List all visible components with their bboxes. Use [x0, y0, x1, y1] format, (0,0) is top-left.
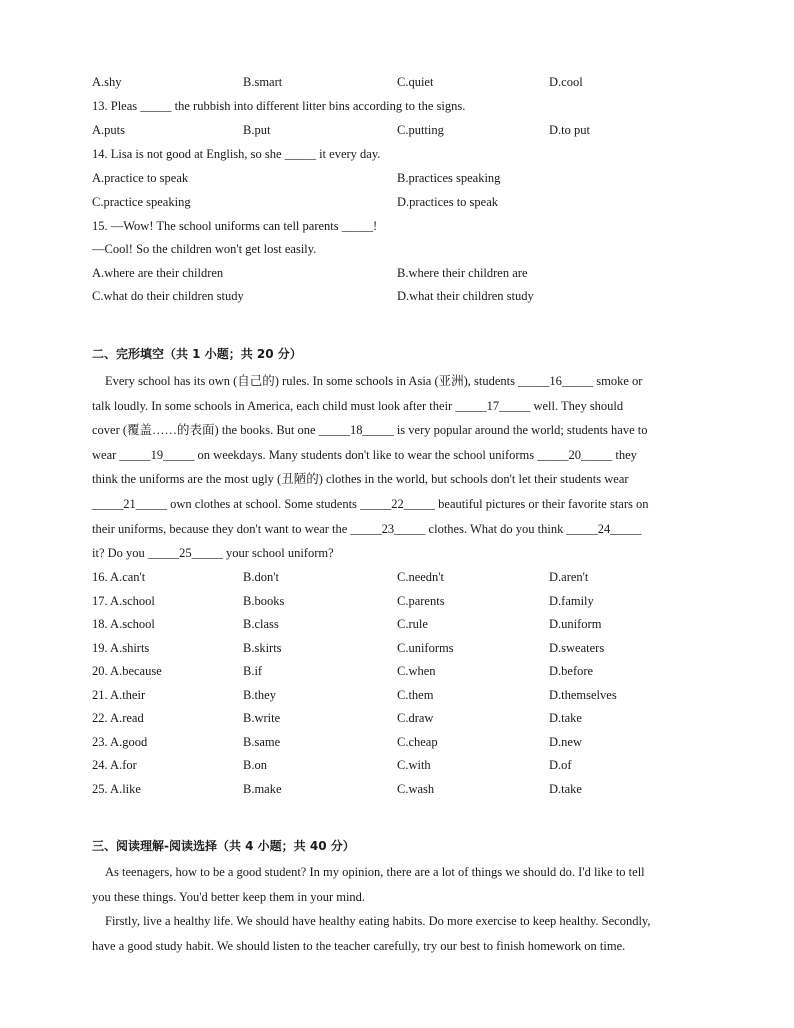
passage-line: talk loudly. In some schools in America, each child must look after their _____17_____ well. They should	[92, 398, 624, 413]
option: 17. A.school	[92, 594, 155, 608]
option: B.if	[243, 664, 263, 678]
passage-line: you these things. You'd better keep them in your mind.	[92, 889, 366, 904]
q13-stem: 13. Pleas _____ the rubbish into different litter bins according to the signs.	[92, 99, 466, 113]
option: D.aren't	[549, 570, 589, 584]
option: D.uniform	[549, 617, 602, 631]
option: A.shy	[92, 75, 122, 89]
option: C.needn't	[397, 570, 445, 584]
q12-options	[92, 74, 732, 90]
option: 16. A.can't	[92, 570, 146, 584]
option: B.they	[243, 688, 276, 702]
option: B.don't	[243, 570, 279, 584]
passage-line: wear _____19_____ on weekdays. Many students don't like to wear the school uniforms _____20_____ they	[92, 447, 637, 462]
q20-options	[92, 663, 732, 679]
q15-stem-reply: —Cool! So the children won't get lost easily.	[92, 242, 317, 256]
option: C.when	[397, 664, 436, 678]
q22-options	[92, 710, 732, 726]
option: D.themselves	[549, 688, 617, 702]
option: 23. A.good	[92, 735, 148, 749]
q23-options	[92, 734, 732, 750]
option: C.wash	[397, 782, 435, 796]
option: B.books	[243, 594, 285, 608]
option: D.cool	[549, 75, 583, 89]
option: D.what their children study	[397, 289, 534, 303]
option: B.practices speaking	[397, 171, 501, 185]
option: C.cheap	[397, 735, 438, 749]
option: D.take	[549, 711, 582, 725]
q17-options	[92, 593, 732, 609]
q15-options-row2	[92, 288, 732, 304]
q24-options	[92, 757, 732, 773]
option: D.sweaters	[549, 641, 605, 655]
option: C.what do their children study	[92, 289, 244, 303]
option: 25. A.like	[92, 782, 141, 796]
option: D.new	[549, 735, 582, 749]
option: C.with	[397, 758, 431, 772]
q14-options-row1	[92, 170, 732, 186]
option: B.class	[243, 617, 279, 631]
q25-options	[92, 781, 732, 797]
q21-options	[92, 687, 732, 703]
option: D.before	[549, 664, 594, 678]
option: 18. A.school	[92, 617, 155, 631]
passage-line: As teenagers, how to be a good student? In my opinion, there are a lot of things we should do. I'd like to tell	[105, 865, 645, 879]
option: A.where are their children	[92, 266, 224, 280]
passage-line: it? Do you _____25_____ your school uniform?	[92, 546, 334, 561]
option: C.draw	[397, 711, 434, 725]
option: C.rule	[397, 617, 428, 631]
option: B.smart	[243, 75, 283, 89]
passage-line: think the uniforms are the most ugly (丑陋的) clothes in the world, but schools don't let their students wear	[92, 472, 629, 487]
option: A.practice to speak	[92, 171, 189, 185]
option: B.write	[243, 711, 281, 725]
option: B.put	[243, 123, 271, 137]
option: C.uniforms	[397, 641, 454, 655]
option: 22. A.read	[92, 711, 144, 725]
passage-line: their uniforms, because they don't want to wear the _____23_____ clothes. What do you think _____24_____	[92, 521, 642, 536]
option: C.quiet	[397, 75, 434, 89]
option: C.parents	[397, 594, 445, 608]
option: D.take	[549, 782, 582, 796]
q13-options	[92, 122, 732, 138]
option: D.to put	[549, 123, 590, 137]
section-3-heading: 三、阅读理解-阅读选择（共 4 小题；共 40 分）	[92, 839, 355, 853]
q19-options	[92, 640, 732, 656]
q15-options-row1	[92, 265, 732, 281]
option: D.family	[549, 594, 594, 608]
passage-line: Every school has its own (自己的) rules. In some schools in Asia (亚洲), students _____16_____ smoke or	[105, 374, 643, 388]
option: C.practice speaking	[92, 195, 191, 209]
option: D.practices to speak	[397, 195, 499, 209]
option: C.putting	[397, 123, 444, 137]
option: B.same	[243, 735, 281, 749]
q15-stem: 15. —Wow! The school uniforms can tell parents _____!	[92, 219, 378, 233]
passage-line: cover (覆盖……的表面) the books. But one _____18_____ is very popular around the world; students have to	[92, 423, 648, 438]
passage-line: have a good study habit. We should listen to the teacher carefully, try our best to finish homework on time.	[92, 938, 626, 953]
option: B.on	[243, 758, 267, 772]
option: 24. A.for	[92, 758, 137, 772]
option: D.of	[549, 758, 572, 772]
q16-options	[92, 569, 732, 585]
option: A.puts	[92, 123, 125, 137]
q14-stem: 14. Lisa is not good at English, so she _____ it every day.	[92, 147, 381, 161]
passage-line: _____21_____ own clothes at school. Some students _____22_____ beautiful pictures or their favorite stars on	[92, 496, 649, 511]
option: 19. A.shirts	[92, 641, 150, 655]
cloze-passage	[92, 369, 702, 566]
passage-line: Firstly, live a healthy life. We should have healthy eating habits. Do more exercise to keep healthy. Secondly,	[105, 914, 651, 929]
section-2-heading: 二、完形填空（共 1 小题；共 20 分）	[92, 347, 302, 361]
option: 20. A.because	[92, 664, 162, 678]
reading-passage	[92, 860, 702, 958]
option: B.where their children are	[397, 266, 528, 280]
q14-options-row2	[92, 194, 732, 210]
option: B.skirts	[243, 641, 282, 655]
option: B.make	[243, 782, 282, 796]
q18-options	[92, 616, 732, 632]
option: 21. A.their	[92, 688, 146, 702]
option: C.them	[397, 688, 434, 702]
